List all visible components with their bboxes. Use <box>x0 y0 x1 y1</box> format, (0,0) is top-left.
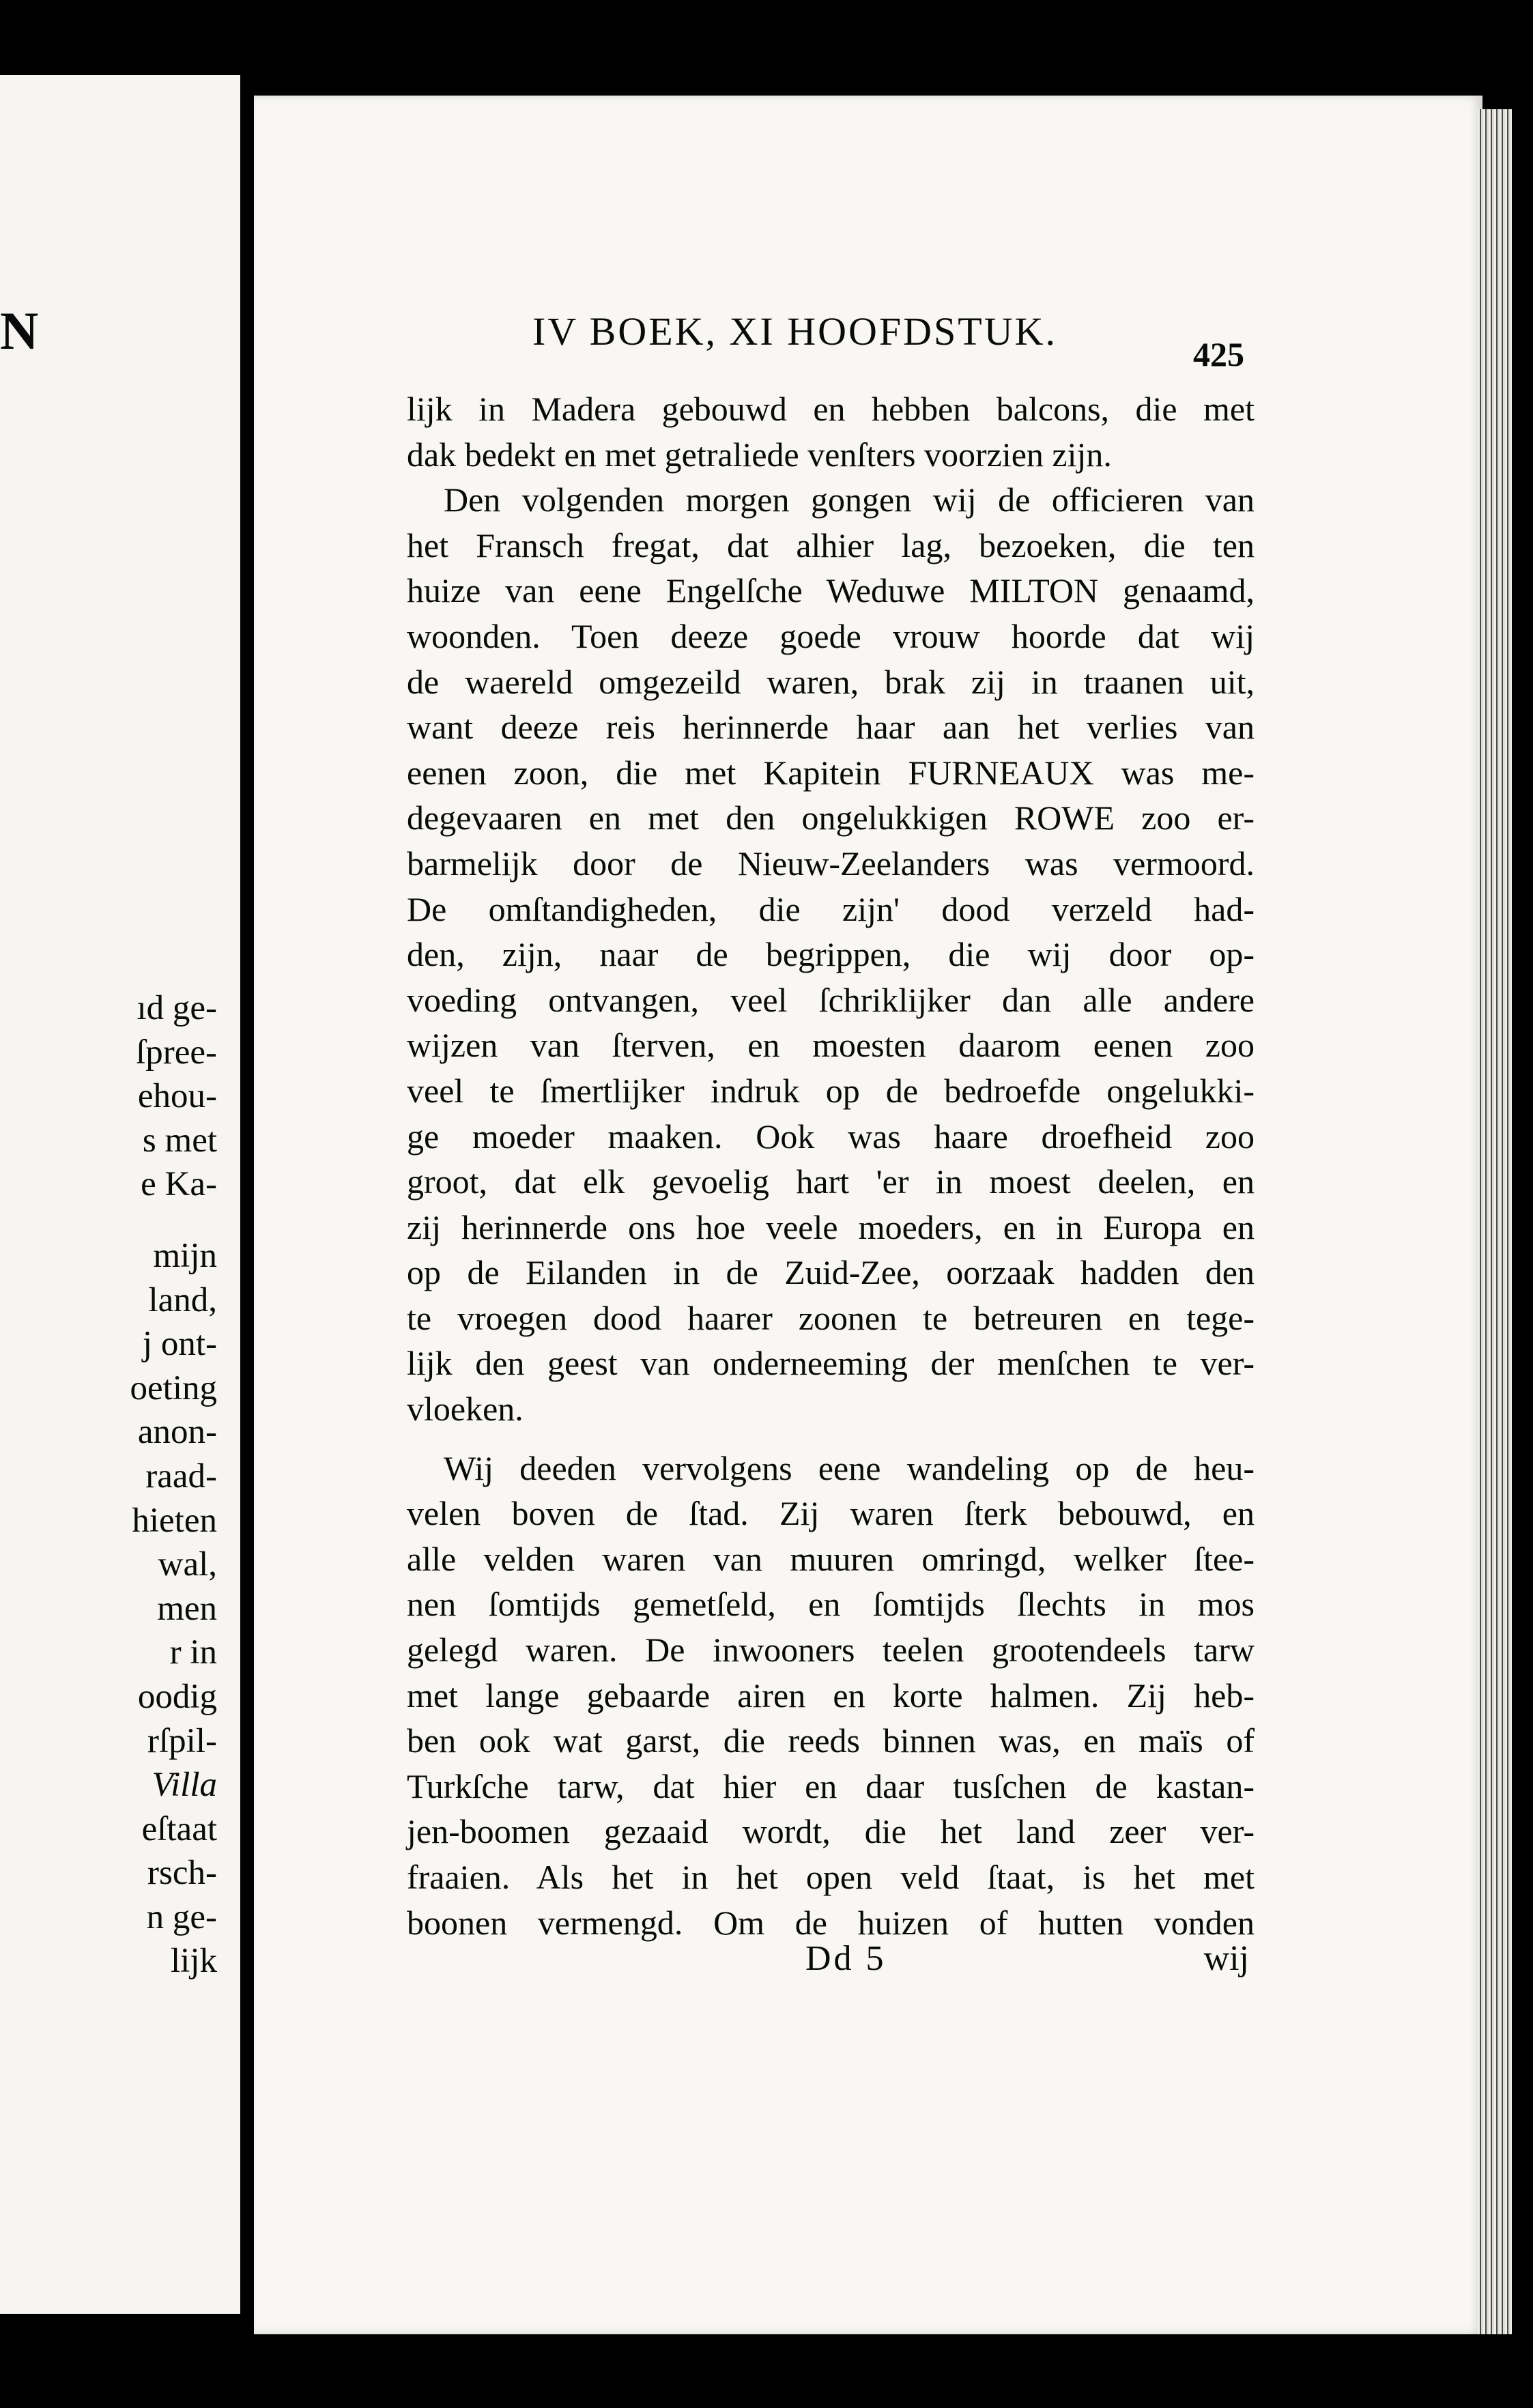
text-line: huize van eene Engelſche Weduwe MILTON genaamd, <box>407 571 1255 610</box>
text-line: den, zijn, naar de begrippen, die wij door op- <box>407 935 1255 974</box>
text-line: Den volgenden morgen gongen wij de officieren van <box>444 481 1255 519</box>
catchword: wij <box>1203 1939 1249 1978</box>
left-page-line: wal, <box>158 1545 217 1584</box>
text-line: alle velden waren van muuren omringd, welker ſtee- <box>407 1539 1255 1578</box>
left-page-line: men <box>157 1589 217 1628</box>
left-page-line: lijk <box>170 1942 217 1981</box>
text-line: boonen vermengd. Om de huizen of hutten vonden <box>407 1903 1255 1942</box>
left-page-heading-fragment: N <box>0 301 40 360</box>
text-line: met lange gebaarde airen en korte halmen. Zij heb- <box>407 1676 1255 1715</box>
left-page-line: oodig <box>137 1677 217 1716</box>
page-edges <box>1478 109 1512 2334</box>
text-line: het Fransch fregat, dat alhier lag, bezoeken, die ten <box>407 526 1255 564</box>
text-line: wijzen van ſterven, en moesten daarom eenen zoo <box>407 1026 1255 1065</box>
left-page-line: n ge- <box>146 1897 217 1936</box>
text-line: vloeken. <box>407 1390 524 1429</box>
left-page-line: rſpil- <box>147 1721 217 1760</box>
page-number: 425 <box>1193 335 1244 373</box>
left-page-line: anon- <box>137 1413 217 1452</box>
left-page-line: land, <box>148 1280 217 1319</box>
left-page <box>0 75 240 2314</box>
text-line: lijk in Madera gebouwd en hebben balcons, die met <box>407 390 1255 428</box>
left-page-line: ehou- <box>137 1077 217 1116</box>
left-page-text-column <box>130 986 217 1983</box>
body-text <box>407 386 1255 1945</box>
left-page-line: j ont- <box>142 1325 217 1364</box>
text-line: fraaien. Als het in het open veld ſtaat, is het met <box>407 1858 1255 1896</box>
text-line: veel te ſmertlijker indruk op de bedroefde ongelukki- <box>407 1071 1255 1110</box>
signature-mark: Dd 5 <box>805 1939 887 1978</box>
left-page-line: rsch- <box>147 1854 217 1893</box>
text-line: want deeze reis herinnerde haar aan het verlies van <box>407 708 1255 747</box>
text-line: woonden. Toen deeze goede vrouw hoorde dat wij <box>407 616 1255 655</box>
left-page-line: eſtaat <box>141 1809 217 1848</box>
text-line: jen-boomen gezaaid wordt, die het land zeer ver- <box>407 1812 1255 1851</box>
text-line: degevaaren en met den ongelukkigen ROWE zoo er- <box>407 799 1255 837</box>
text-line: zij herinnerde ons hoe veele moeders, en in Europa en <box>407 1207 1255 1246</box>
running-head: IV BOEK, XI HOOFDSTUK. <box>532 309 1057 354</box>
text-line: voeding ontvangen, veel ſchriklijker dan alle andere <box>407 980 1255 1019</box>
text-line: eenen zoon, die met Kapitein FURNEAUX was me- <box>407 753 1255 792</box>
left-page-line: Villa <box>152 1766 217 1805</box>
text-line: de waereld omgezeild waren, brak zij in traanen uit, <box>407 662 1255 701</box>
text-line: groot, dat elk gevoelig hart 'er in moest deelen, en <box>407 1162 1255 1201</box>
text-line: Turkſche tarw, dat hier en daar tusſchen de kastan- <box>407 1766 1255 1805</box>
text-line: op de Eilanden in de Zuid-Zee, oorzaak hadden den <box>407 1253 1255 1292</box>
text-line: dak bedekt en met getraliede venſters voorzien zijn. <box>407 435 1112 474</box>
text-line: velen boven de ſtad. Zij waren ſterk bebouwd, en <box>407 1494 1255 1533</box>
left-page-line: mijn <box>153 1236 217 1275</box>
text-line: ben ook wat garst, die reeds binnen was, en maïs of <box>407 1721 1255 1760</box>
left-page-line: hieten <box>132 1501 217 1540</box>
text-line: lijk den geest van onderneeming der menſchen te ver- <box>407 1344 1255 1383</box>
text-line: De omſtandigheden, die zijn' dood verzeld had- <box>407 889 1255 928</box>
left-page-line: oeting <box>130 1368 217 1407</box>
text-line: barmelijk door de Nieuw-Zeelanders was vermoord. <box>407 844 1255 883</box>
text-line: nen ſomtijds gemetſeld, en ſomtijds ſlechts in mos <box>407 1585 1255 1624</box>
left-page-line: ıd ge- <box>137 989 217 1027</box>
left-page-line: s met <box>142 1121 217 1160</box>
left-page-line: ſpree- <box>136 1033 217 1072</box>
left-page-line: raad- <box>145 1457 217 1495</box>
text-line: gelegd waren. De inwooners teelen grootendeels tarw <box>407 1631 1255 1669</box>
left-page-line: e Ka- <box>141 1165 217 1204</box>
left-page-line: r in <box>169 1633 217 1672</box>
text-line: ge moeder maaken. Ook was haare droefheid zoo <box>407 1117 1255 1156</box>
text-line: te vroegen dood haarer zoonen te betreuren en tege- <box>407 1298 1255 1337</box>
book-gutter <box>240 0 254 2408</box>
text-line: Wij deeden vervolgens eene wandeling op de heu- <box>444 1448 1255 1487</box>
